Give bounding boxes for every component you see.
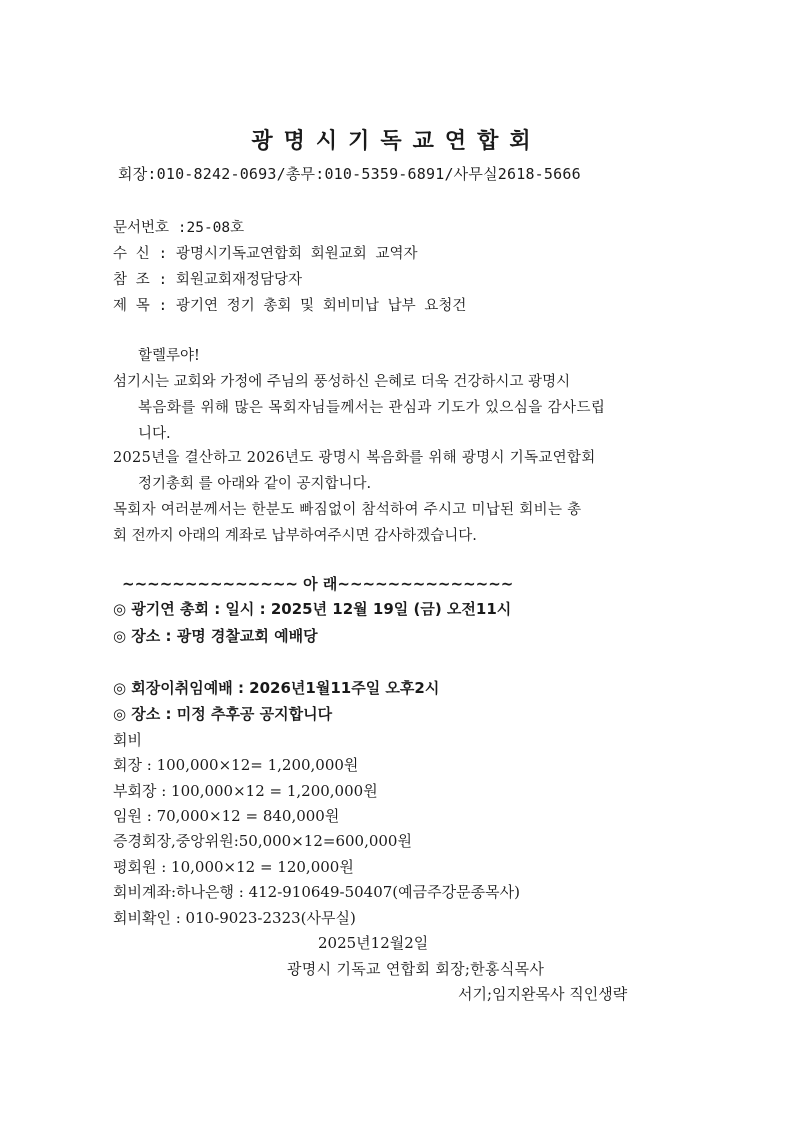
contact-info: 회장:010-8242-0693/총무:010-5359-6891/사무실2618-5666: [118, 165, 581, 183]
fee-item: 증경회장,중앙위원:50,000×12=600,000원: [113, 832, 412, 850]
paragraph-3-line-1: 목회자 여러분께서는 한분도 빠짐없이 참석하여 주시고 미납된 회비는 총: [113, 502, 582, 518]
notice-separator: ~~~~~~~~~~~~~~ 아 래~~~~~~~~~~~~~~: [122, 575, 514, 593]
signature-secretary: 서기;임지완목사 직인생략: [458, 985, 628, 1003]
paragraph-2-line-2: 정기총회 를 아래와 같이 공지합니다.: [138, 476, 372, 492]
paragraph-1-line-3: 니다.: [138, 426, 171, 442]
inauguration-place: ◎ 장소 : 미정 추후공 공지합니다: [113, 705, 333, 723]
paragraph-1-line-2: 복음화를 위해 많은 목회자님들께서는 관심과 기도가 있으심을 감사드립: [138, 400, 606, 416]
fee-item: 부회장 : 100,000×12 = 1,200,000원: [113, 782, 378, 800]
fees-heading: 회비: [113, 731, 142, 749]
signature-president: 광명시 기독교 연합회 회장;한홍식목사: [287, 960, 545, 978]
reference-line: 참 조 : 회원교회재정담당자: [113, 272, 302, 288]
fee-item: 회장 : 100,000×12= 1,200,000원: [113, 756, 359, 774]
paragraph-1-line-1: 섬기시는 교회와 가정에 주님의 풍성하신 은혜로 더욱 건강하시고 광명시: [113, 374, 571, 390]
fee-item: 평회원 : 10,000×12 = 120,000원: [113, 858, 354, 876]
fee-contact: 회비확인 : 010-9023-2323(사무실): [113, 909, 356, 927]
fee-item: 임원 : 70,000×12 = 840,000원: [113, 807, 340, 825]
meeting-place: ◎ 장소 : 광명 경찰교회 예배당: [113, 627, 318, 645]
organization-title: 광명시기독교연합회: [251, 129, 542, 154]
bank-account: 회비계좌:하나은행 : 412-910649-50407(예금주강문종목사): [113, 883, 520, 901]
subject-line: 제 목 : 광기연 정기 총회 및 회비미납 납부 요청건: [113, 298, 467, 314]
paragraph-2-line-1: 2025년을 결산하고 2026년도 광명시 복음화를 위해 광명시 기독교연합회: [113, 450, 596, 466]
doc-number: 문서번호 :25-08호: [113, 220, 245, 236]
meeting-info: ◎ 광기연 총회 : 일시 : 2025년 12월 19일 (금) 오전11시: [113, 600, 512, 618]
greeting: 할렐루야!: [138, 348, 200, 364]
inauguration-info: ◎ 회장이취임예배 : 2026년1월11주일 오후2시: [113, 679, 440, 697]
paragraph-3-line-2: 회 전까지 아래의 계좌로 납부하여주시면 감사하겠습니다.: [113, 528, 477, 544]
recipient-line: 수 신 : 광명시기독교연합회 회원교회 교역자: [113, 246, 418, 262]
issue-date: 2025년12월2일: [318, 934, 429, 952]
